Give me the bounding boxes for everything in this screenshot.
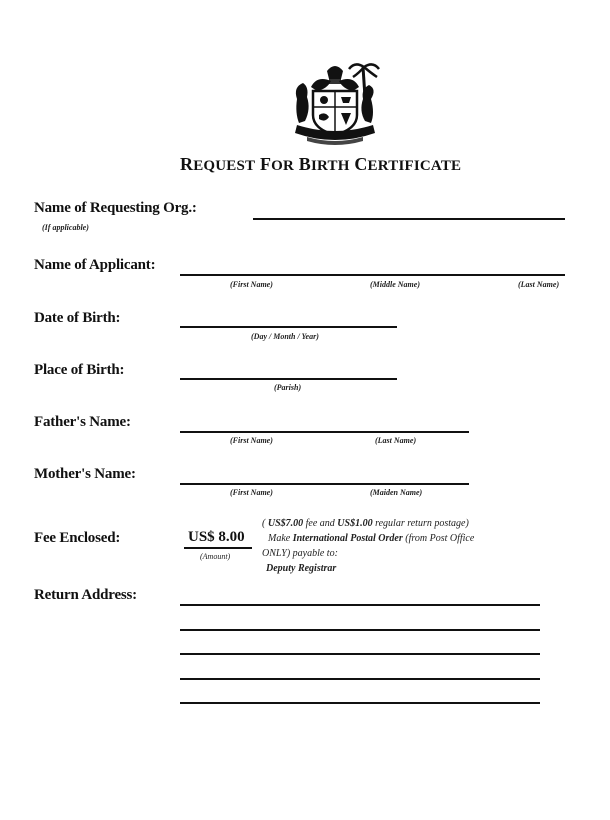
fee-amount-field[interactable] — [184, 547, 252, 549]
fee-line-1: ( US$7.00 fee and US$1.00 regular return postage) — [262, 518, 469, 529]
org-label: Name of Requesting Org.: — [34, 200, 197, 216]
pob-hint: (Parish) — [274, 383, 302, 392]
mother-label: Mother's Name: — [34, 466, 136, 482]
applicant-field[interactable] — [180, 274, 565, 276]
fee-amount-hint: (Amount) — [200, 552, 231, 561]
applicant-middle-hint: (Middle Name) — [370, 280, 420, 289]
fee-payee: Deputy Registrar — [266, 563, 337, 574]
applicant-last-hint: (Last Name) — [518, 280, 560, 289]
dob-hint: (Day / Month / Year) — [251, 332, 319, 341]
dob-label: Date of Birth: — [34, 310, 121, 326]
applicant-label: Name of Applicant: — [34, 257, 156, 273]
applicant-first-hint: (First Name) — [230, 280, 273, 289]
org-note: (If applicable) — [42, 223, 89, 232]
mother-field[interactable] — [180, 483, 469, 485]
coat-of-arms-icon — [287, 57, 383, 149]
fee-line-3: ONLY) payable to: — [262, 548, 338, 559]
father-last-hint: (Last Name) — [375, 436, 417, 445]
pob-field[interactable] — [180, 378, 397, 380]
fee-label: Fee Enclosed: — [34, 530, 121, 546]
father-field[interactable] — [180, 431, 469, 433]
return-address-line-5[interactable] — [180, 702, 540, 704]
father-label: Father's Name: — [34, 414, 131, 430]
mother-maiden-hint: (Maiden Name) — [370, 488, 423, 497]
return-address-line-1[interactable] — [180, 604, 540, 606]
fee-instructions — [262, 516, 522, 576]
mother-first-hint: (First Name) — [230, 488, 273, 497]
dob-field[interactable] — [180, 326, 397, 328]
fee-amount: US$ 8.00 — [188, 529, 245, 545]
page-title: REQUEST FOR BIRTH CERTIFICATE — [180, 154, 462, 174]
return-address-line-3[interactable] — [180, 653, 540, 655]
pob-label: Place of Birth: — [34, 362, 125, 378]
fee-line-2: Make International Postal Order (from Post Office — [268, 533, 475, 544]
father-first-hint: (First Name) — [230, 436, 273, 445]
org-field[interactable] — [253, 218, 565, 220]
return-address-label: Return Address: — [34, 587, 137, 603]
return-address-line-4[interactable] — [180, 678, 540, 680]
return-address-line-2[interactable] — [180, 629, 540, 631]
